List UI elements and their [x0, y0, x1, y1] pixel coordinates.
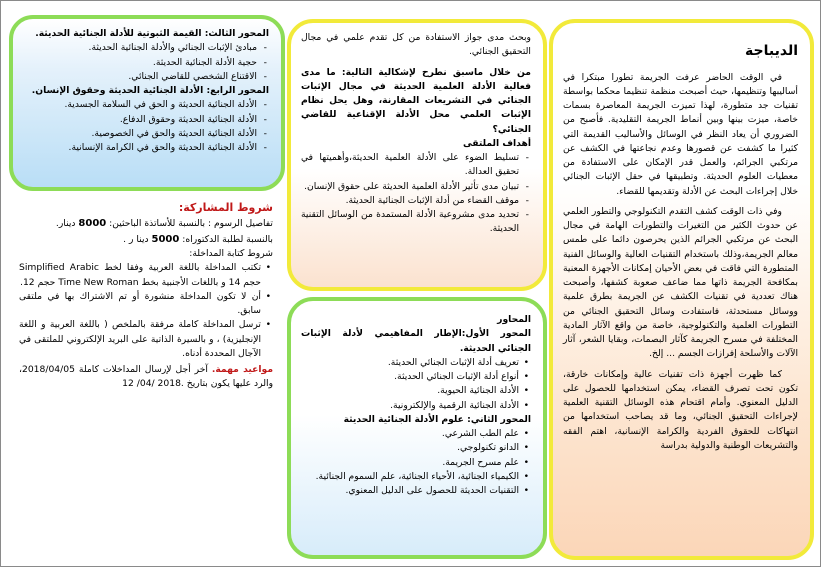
- fee1-text: بالنسبة للأساتذة الباحثين:: [109, 218, 206, 230]
- deadline-text: آخر أجل لإرسال المداخلات كاملة: [78, 364, 208, 376]
- axis2-item: • الدانو تكنولوجي.: [301, 441, 519, 455]
- axis1-item: • تعريف أدلة الإثبات الجنائي الحديثة.: [301, 356, 519, 370]
- rule1-c: حجم 12.: [20, 276, 56, 288]
- writing-rule-2: • أن لا تكون المداخلة منشورة أو تم الاشتراك بها في ملتقى سابق.: [19, 290, 261, 319]
- writing-rule-1: [19, 261, 261, 290]
- goal-item: - تبيان مدى تأثير الأدلة العلمية الحديثة على حقوق الإنسان.: [301, 180, 519, 194]
- preamble-panel: [549, 19, 814, 560]
- axis1-list: [301, 356, 531, 413]
- goal-item: - تحديد مدى مشروعية الأدلة المستمدة من الوسائل التقنية الحديثة.: [301, 208, 519, 237]
- axis1-title: المحور الأول:الإطار المفاهيمي لأدلة الإثبات الجنائي الحديثة.: [301, 328, 531, 354]
- goal-item: - موقف القضاء من أدلة الإثبات الجنائية الحديثة.: [301, 194, 519, 208]
- preamble-paragraph-2: وفي ذات الوقت كشف التقدم التكنولوجي والتطور العلمي عن حدوث الكثير من التغيرات والتطورات الهامة في مجال البحث عن مرتكبي الجرائم الذين يحرصون دائما على طمس معالم الجريمة،وذلك باستخدام التقنيات العالية والوسائل الفنية المتطورة التي فاقت في بعض الأحيان إمكانات الأجهزة المعنية بمكافحة الجريمة ذاتها مما ضاعف صعوبة كشفها، وأصبحت هناك تعددية في تقنيات الكشف عن الجريمة بطرق علمية ووسائل مستحدثة، فاستفادت وسائل التحقيق الجنائي من التطورات العلمية والتكنولوجية، خاصة من واقع الآثار المادية المختلفة في مسرح الجريمة كآثار البصمات، وبقايا الشعر، آثار الآلات والأسلحة إفرازات الجسم ... إلخ.: [563, 205, 798, 360]
- problem-panel: [287, 19, 547, 291]
- fee2-text: بالنسبة لطلبة الدكتوراه:: [182, 233, 273, 245]
- rule1-a: تكتب المداخلة باللغة العربية وفقا لخط: [104, 262, 262, 274]
- writing-label: شروط كتابة المداخلة:: [189, 248, 273, 260]
- axis4-title: المحور الرابع: الأدلة الجنائية الحديثة وحقوق الإنسان.: [31, 85, 269, 96]
- axis1-item: • الأدلة الجنائية الرقمية والإلكترونية.: [301, 399, 519, 413]
- fees-label: [19, 216, 273, 232]
- preamble-title: الديباجة: [745, 43, 798, 59]
- axes-panel: [287, 297, 547, 559]
- preamble-paragraph-1: في الوقت الحاضر عرفت الجريمة تطورا مبتكرا في أساليبها وتنظيمها، حيث أصبحت منظمة تنظيما محكما بواسطة تقنيات جد متطورة، لهذا تميزت الجريمة المعاصرة بسمات خاصة، ميزت بينها وبين أنماط الجريمة التقليدية. فأصبح من الضروري أن يعاد النظر في الوسائل والأساليب القديمة التي كثيرا ما كشفت عن قصورها وعدم نجاعتها في الكشف عن مرتكبي الجرائم، والعمل قدر الإمكان على الاستفادة من معطيات العلوم الحديثة. وتطبيقها في حقل الإثبات الجنائي خلال إجراءات البحث عن الأدلة وتقديمها للقضاء.: [563, 71, 798, 197]
- axis3-list: [23, 41, 269, 84]
- axes-title: المحاور: [497, 314, 531, 325]
- rule1-font1: Simplified Arabic: [19, 262, 99, 274]
- axis2-item: • علم مسرح الجريمة.: [301, 456, 519, 470]
- goal-item: - تسليط الضوء على الأدلة العلمية الحديثة،وأهميتها في تحقيق العدالة.: [301, 151, 519, 180]
- axis1-item: • الأدلة الجنائية الحيوية.: [301, 384, 519, 398]
- axis2-item: • علم الطب الشرعي.: [301, 427, 519, 441]
- axis2-title: المحور الثاني: علوم الأدلة الجنائية الحديثة: [343, 413, 531, 425]
- fee1-unit: دينار.: [55, 218, 76, 230]
- rule1-b: حجم 14 و باللغات الأجنبية بخط: [141, 276, 261, 288]
- axis3-item: - مبادئ الإثبات الجنائي والأدلة الجنائية الحديثة.: [23, 41, 257, 55]
- axis3-item: - الاقتناع الشخصي للقاضي الجنائي.: [23, 70, 257, 84]
- axis4-item: - الأدلة الجنائية الحديثة و الحق في السلامة الجسدية.: [23, 98, 257, 112]
- goals-title: أهداف الملتقى: [462, 137, 531, 149]
- goals-list: [301, 151, 531, 237]
- deadline-date: 2018/04/05: [21, 364, 75, 376]
- problem-lead: وبحث مدى جواز الاستفادة من كل تقدم علمي في مجال التحقيق الجنائي.: [301, 32, 531, 58]
- axis2-list: [301, 427, 531, 498]
- terms-panel: [9, 193, 285, 493]
- axis4-item: - الأدلة الجنائية الحديثة وحقوق الدفاع.: [23, 113, 257, 127]
- fees-label-text: تفاصيل الرسوم :: [207, 218, 273, 230]
- writing-rule-3: • ترسل المداخلة كاملة مرفقة بالملخص ( باللغة العربية و اللغة الإنجليزية) ، و بالسيرة الذاتية على البريد الإلكتروني للملتقى في الآجال المحددة أدناه.: [19, 318, 261, 361]
- axis4-item: - الأدلة الجنائية الحديثة والحق في الخصوصية.: [23, 127, 257, 141]
- axes-continued-panel: [9, 15, 285, 191]
- axis3-title: المحور الثالث: القيمة الثبوتية للأدلة الجنائية الحديثة.: [35, 28, 269, 39]
- rule1-font2: Time New Roman: [58, 276, 139, 288]
- fee2-unit: دينا ر .: [123, 233, 149, 245]
- axis2-item: • الكيمياء الجنائية، الأحياء الجنائية، علم السموم الجنائية.: [301, 470, 519, 484]
- reply-date: 12 /04/ 2018.: [122, 378, 184, 390]
- problem-question: من خلال ماسبق نطرح لإشكالية التالية: ما مدى فعالية الأدلة العلمية الحديثة في مجال الإثبات الجنائي في التشريعات المقارنة، وهل يحل نظام الإثبات العلمي محل الأدلة الإقناعية للقاضي الجنائي؟: [301, 66, 531, 135]
- preamble-paragraph-3: كما ظهرت أجهزة ذات تقنيات عالية وإمكانات خارقة، تكون تحت تصرف القضاء، يمكن استخدامها للحصول على الدليل المعنوي. وأمام اقتحام هذه الوسائل التقنية العلمية لإجراءات التحقيق الجنائي، وما قد يصاحب استخدامها من انتهاكات للحقوق الفردية والكرامة الإنسانية، اهتم الفقه والتشريعات الوطنية والدولية بدراسة: [563, 368, 798, 451]
- axis4-list: [23, 98, 269, 155]
- dates-title: مواعيد مهمة.: [211, 364, 274, 376]
- reply-text: ، والرد عليها يكون بتاريخ: [19, 364, 273, 390]
- fee1-amount: 8000: [78, 218, 107, 230]
- axis1-item: • أنواع أدلة الإثبات الجنائي الحديثة.: [301, 370, 519, 384]
- terms-title: شروط المشاركة:: [178, 201, 273, 214]
- axis3-item: - حجية الأدلة الجنائية الحديثة.: [23, 56, 257, 70]
- deadline-line: [19, 363, 273, 392]
- fee2-amount: 5000: [151, 233, 180, 245]
- writing-rules: [19, 261, 273, 361]
- axis2-item: • التقنيات الحديثة للحصول على الدليل المعنوي.: [301, 484, 519, 498]
- axis4-item: - الأدلة الجنائية الحديثة والحق في الكرامة الإنسانية.: [23, 141, 257, 155]
- fee2-line: [19, 232, 273, 248]
